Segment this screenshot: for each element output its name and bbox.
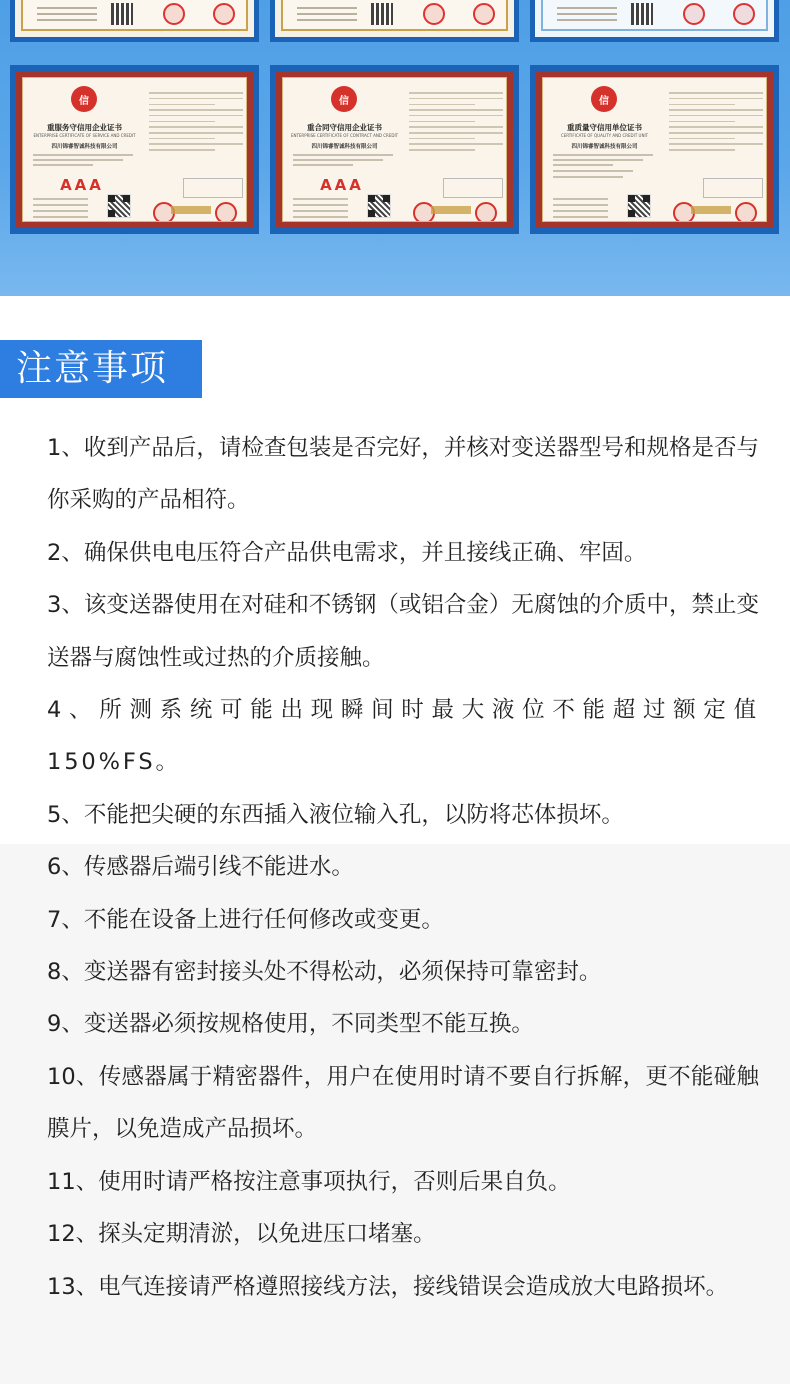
certificate-image-top-2	[270, 0, 519, 42]
seal-icon	[215, 202, 237, 222]
certificate-badge-icon: 信	[591, 86, 617, 112]
certificate-subtitle: ENTERPRISE CERTIFICATE OF CONTRACT AND CREDIT	[290, 133, 399, 138]
note-item: 10、传感器属于精密器件，用户在使用时请不要自行拆解，更不能碰触膜片，以免造成产品损坏。	[47, 1063, 759, 1143]
note-item: 4、所测系统可能出现瞬间时最大液位不能超过额定值150%FS。	[47, 697, 759, 776]
note-item: 5、不能把尖硬的东西插入液位输入孔，以防将芯体损坏。	[47, 801, 624, 828]
certificate-rating: AAA	[320, 176, 364, 194]
note-item: 13、电气连接请严格遵照接线方法，接线错误会造成放大电路损坏。	[47, 1273, 729, 1300]
certificate-title: 重质量守信用单位证书	[567, 123, 642, 132]
certificate-contract-credit	[270, 65, 519, 234]
note-item: 9、变送器必须按规格使用，不同类型不能互换。	[47, 1011, 534, 1038]
certificate-image-top-3	[530, 0, 779, 42]
note-item: 3、该变送器使用在对硅和不锈钢（或铝合金）无腐蚀的介质中，禁止变送器与腐蚀性或过热的介质接触。	[47, 592, 759, 671]
notes-list	[47, 422, 759, 1313]
note-item: 12、探头定期清淤，以免进压口堵塞。	[47, 1221, 436, 1248]
note-item: 11、使用时请严格按注意事项执行，否则后果自负。	[47, 1168, 571, 1195]
certificate-subtitle: CERTIFICATE OF QUALITY AND CREDIT UNIT	[560, 133, 649, 138]
section-heading	[0, 340, 202, 398]
note-item: 1、收到产品后，请检查包装是否完好，并核对变送器型号和规格是否与你采购的产品相符。	[47, 435, 759, 514]
certificate-title: 重合同守信用企业证书	[307, 123, 382, 132]
section-title: 注意事项	[16, 348, 169, 389]
qr-code-icon	[107, 194, 131, 218]
certificate-quality-credit	[530, 65, 779, 234]
certificate-badge-icon: 信	[71, 86, 97, 112]
certificate-badge-icon: 信	[331, 86, 357, 112]
certificate-company: 四川锦睿智诚科技有限公司	[311, 144, 378, 150]
qr-code-icon	[627, 194, 651, 218]
certificate-company: 四川锦睿智诚科技有限公司	[51, 144, 118, 150]
certificate-subtitle: ENTERPRISE CERTIFICATE OF SERVICE AND CREDIT	[33, 133, 136, 138]
seal-icon	[475, 202, 497, 222]
note-item: 2、确保供电电压符合产品供电需求，并且接线正确、牢固。	[47, 539, 647, 566]
certificate-image-top-1	[10, 0, 259, 42]
note-item: 7、不能在设备上进行任何修改或变更。	[47, 906, 444, 933]
note-item: 6、传感器后端引线不能进水。	[47, 854, 354, 881]
certificate-title: 重服务守信用企业证书	[47, 123, 122, 132]
note-item: 8、变送器有密封接头处不得松动，必须保持可靠密封。	[47, 959, 602, 986]
certificate-rating: AAA	[60, 176, 104, 194]
certificate-row-top	[0, 0, 790, 44]
seal-icon	[735, 202, 757, 222]
certificate-company: 四川锦睿智诚科技有限公司	[571, 144, 638, 150]
qr-code-icon	[367, 194, 391, 218]
certificate-service-credit	[10, 65, 259, 234]
certificate-band	[0, 0, 790, 296]
